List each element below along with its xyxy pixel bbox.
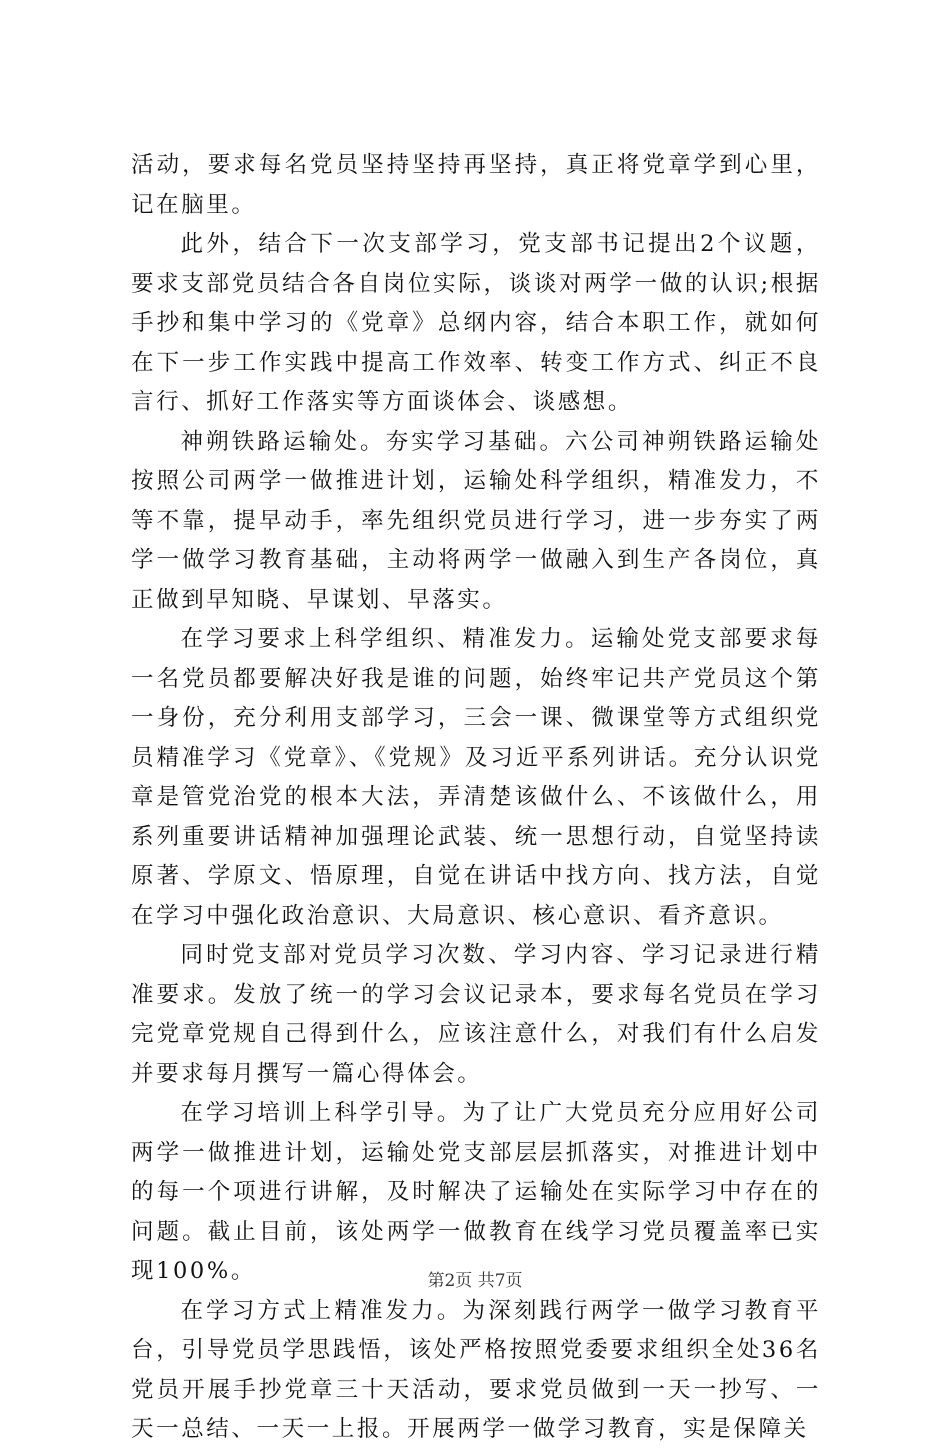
paragraph-2: 此外，结合下一次支部学习，党支部书记提出2个议题，要求支部党员结合各自岗位实际，谈谈对两学一做的认识;根据手抄和集中学习的《党章》总纲内容，结合本职工作，就如何在下一步工作实践中提高工作效率、转变工作方式、纠正不良言行、抓好工作落实等方面谈体会、谈感想。 <box>131 231 821 415</box>
paragraph-1: 活动，要求每名党员坚持坚持再坚持，真正将党章学到心里，记在脑里。 <box>131 152 821 218</box>
page-footer: 第2页 共7页 <box>427 1271 523 1291</box>
paragraph-3: 神朔铁路运输处。夯实学习基础。六公司神朔铁路运输处按照公司两学一做推进计划，运输处科学组织，精准发力，不等不靠，提早动手，率先组织党员进行学习，进一步夯实了两学一做学习教育基础，主动将两学一做融入到生产各岗位，真正做到早知晓、早谋划、早落实。 <box>131 428 821 613</box>
paragraph-5: 同时党支部对党员学习次数、学习内容、学习记录进行精准要求。发放了统一的学习会议记录本，要求每名党员在学习完党章党规自己得到什么，应该注意什么，对我们有什么启发并要求每月撰写一篇心得体会。 <box>131 942 821 1087</box>
paragraph-6: 在学习培训上科学引导。为了让广大党员充分应用好公司两学一做推进计划，运输处党支部层层抓落实，对推进计划中的每一个项进行讲解，及时解决了运输处在实际学习中存在的问题。截止目前，该处两学一做教育在线学习党员覆盖率已实现100%。 <box>131 1100 821 1284</box>
paragraph-4: 在学习要求上科学组织、精准发力。运输处党支部要求每一名党员都要解决好我是谁的问题，始终牢记共产党员这个第一身份，充分利用支部学习，三会一课、微课堂等方式组织党员精准学习《党章》、《党规》及习近平系列讲话。充分认识党章是管党治党的根本大法，弄清楚该做什么、不该做什么，用系列重要讲话精神加强理论武装、统一思想行动，自觉坚持读原著、学原文、悟原理，自觉在讲话中找方向、找方法，自觉在学习中强化政治意识、大局意识、核心意识、看齐意识。 <box>131 626 821 929</box>
document-body <box>131 146 821 1450</box>
paragraph-7: 在学习方式上精准发力。为深刻践行两学一做学习教育平台，引导党员学思践悟，该处严格按照党委要求组织全处36名党员开展手抄党章三十天活动，要求党员做到一天一抄写、一天一总结、一天一上报。开展两学一做学习教育，实是保障关 <box>131 1297 821 1442</box>
